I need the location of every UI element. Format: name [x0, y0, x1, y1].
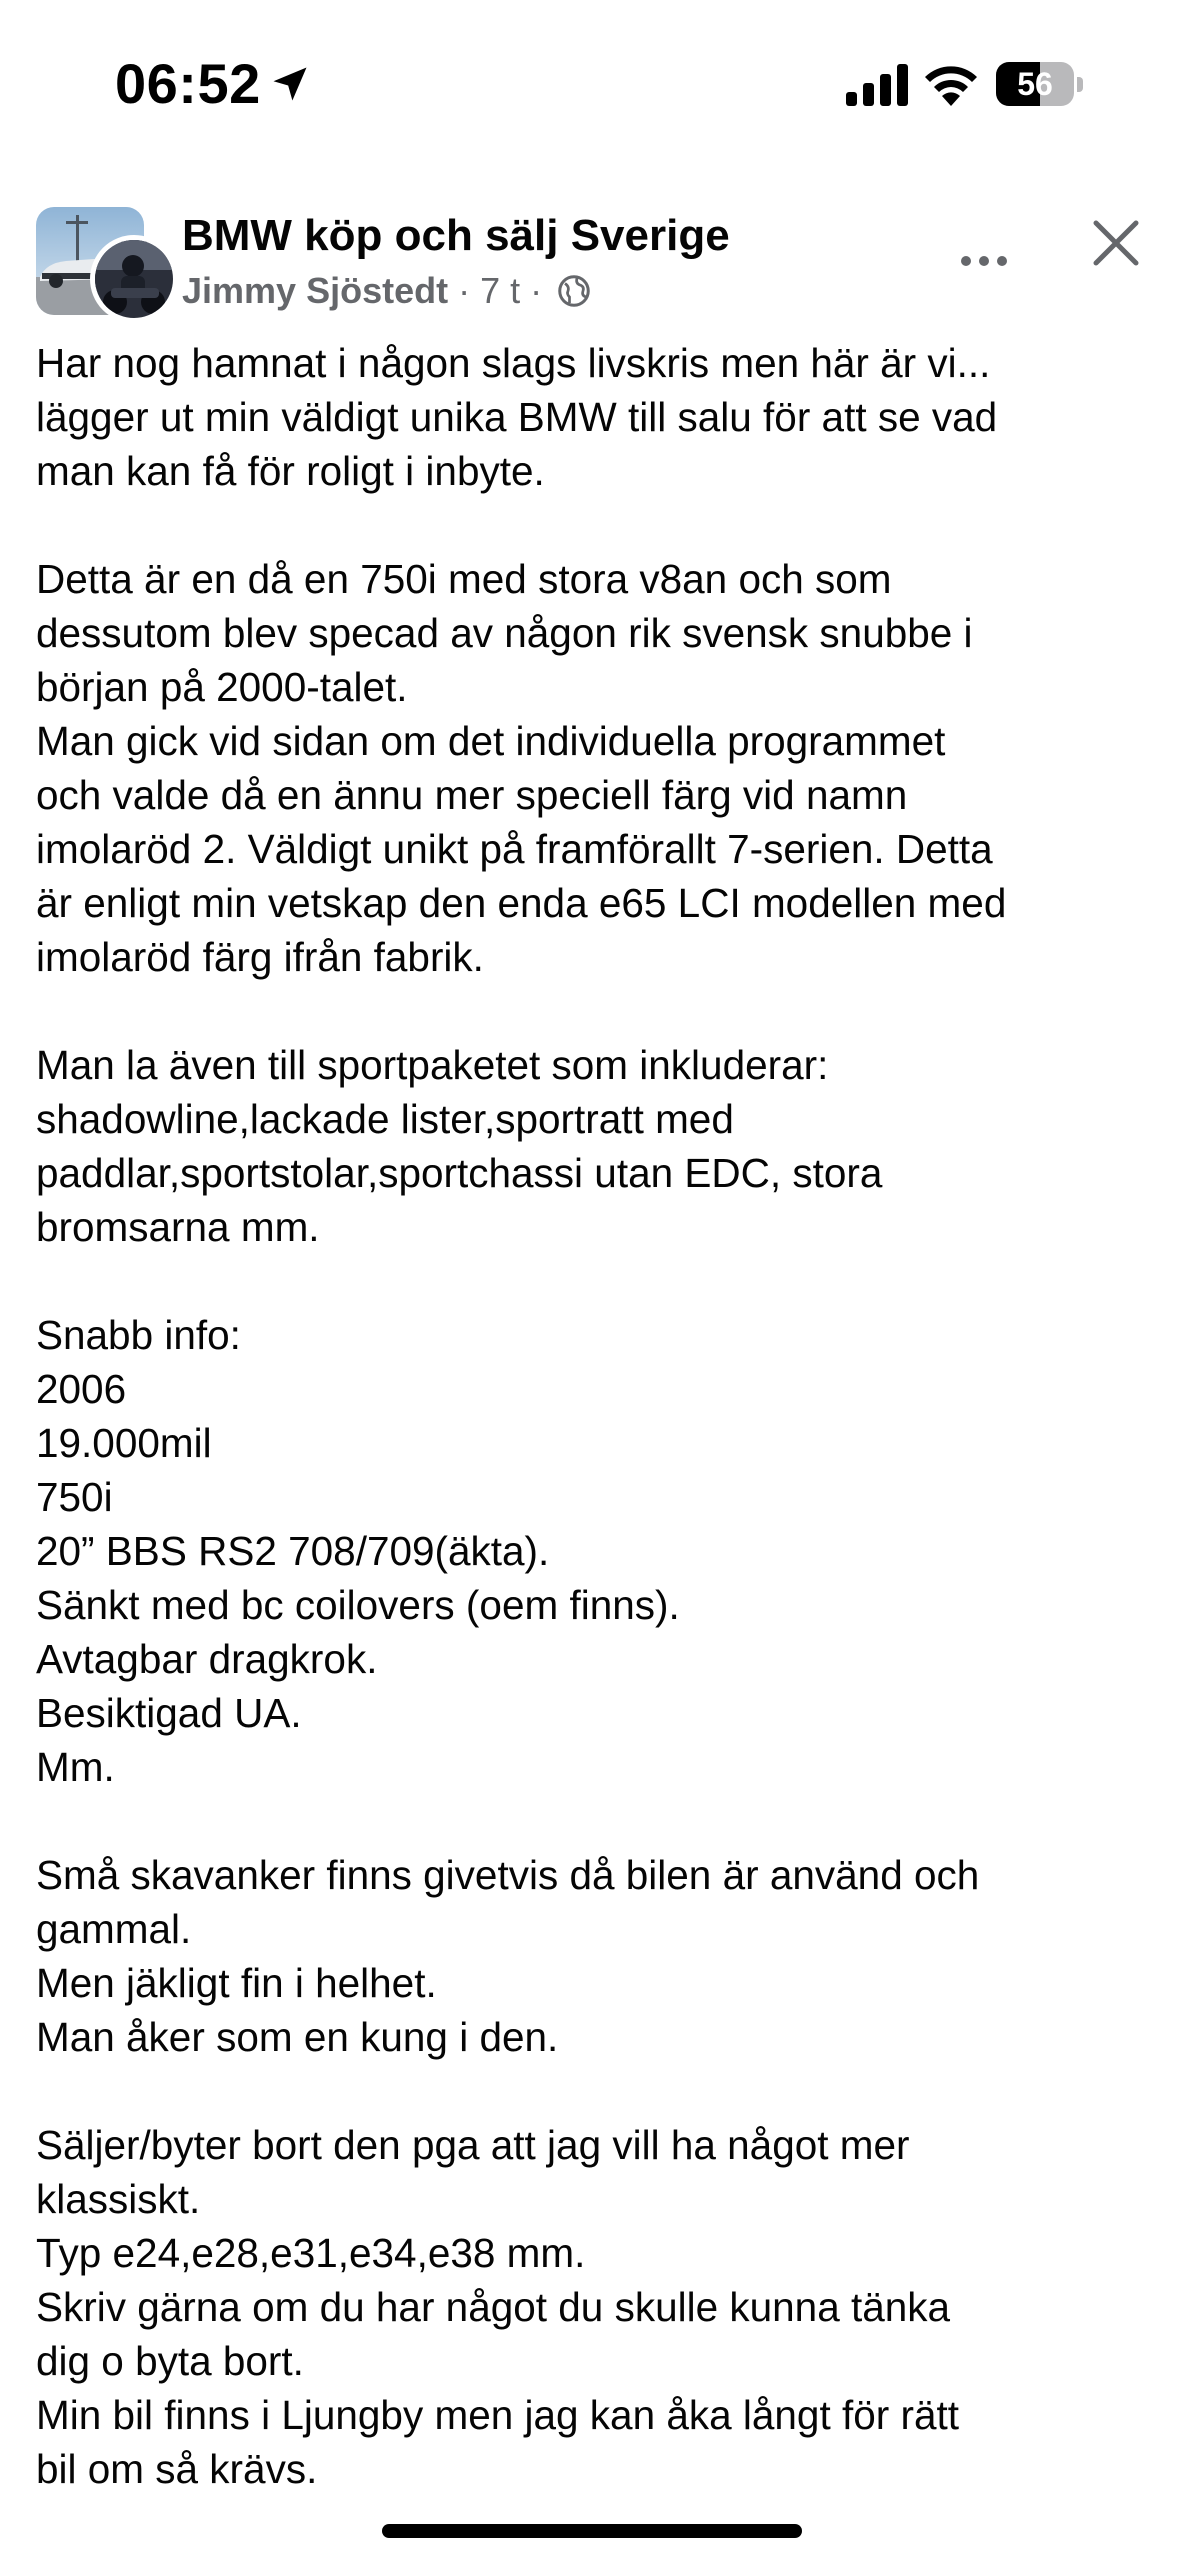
paragraph-break: [36, 984, 1146, 1038]
post-text-line: gammal.: [36, 1906, 192, 1952]
group-name[interactable]: BMW köp och sälj Sverige: [182, 211, 730, 260]
post-text-line: början på 2000-talet.: [36, 664, 408, 710]
post-text-line: bil om så krävs.: [36, 2446, 318, 2492]
paragraph-break: [36, 498, 1146, 552]
post-meta: [182, 269, 592, 313]
status-time: 06:52: [115, 52, 261, 115]
battery-icon: [996, 62, 1084, 108]
post-text-line: imolaröd 2. Väldigt unikt på framförallt 7-serien. Detta: [36, 826, 993, 872]
post-text-line: Man åker som en kung i den.: [36, 2014, 559, 2060]
post-text-line: är enligt min vetskap den enda e65 LCI modellen med: [36, 880, 1007, 926]
more-options-icon[interactable]: [954, 231, 1014, 291]
post-text-line: dessutom blev specad av någon rik svensk snubbe i: [36, 610, 973, 656]
post-text-line: 750i: [36, 1474, 113, 1520]
status-bar: [0, 0, 1179, 170]
post-text-line: Avtagbar dragkrok.: [36, 1636, 378, 1682]
post-text-line: paddlar,sportstolar,sportchassi utan EDC, stora: [36, 1150, 883, 1196]
author-avatar-image: [95, 240, 173, 318]
author-name[interactable]: Jimmy Sjöstedt: [182, 270, 449, 311]
post-header: [0, 195, 1179, 325]
post-text-line: Snabb info:: [36, 1312, 241, 1358]
globe-icon[interactable]: [556, 273, 592, 309]
paragraph-break: [36, 1254, 1146, 1308]
post-text-line: och valde då en ännu mer speciell färg vid namn: [36, 772, 908, 818]
battery-level: 56: [1017, 66, 1053, 102]
post-text-line: Man la även till sportpaketet som inkluderar:: [36, 1042, 829, 1088]
post-text-line: 2006: [36, 1366, 127, 1412]
cellular-signal-icon: [846, 64, 908, 106]
post-text-line: bromsarna mm.: [36, 1204, 320, 1250]
post-text-line: Små skavanker finns givetvis då bilen är använd och: [36, 1852, 980, 1898]
post-text-line: Skriv gärna om du har något du skulle kunna tänka: [36, 2284, 951, 2330]
post-text-line: shadowline,lackade lister,sportratt med: [36, 1096, 734, 1142]
post-text-line: Men jäkligt fin i helhet.: [36, 1960, 437, 2006]
battery-cap: [1077, 77, 1083, 92]
post-text-line: Detta är en då en 750i med stora v8an och som: [36, 556, 892, 602]
close-icon[interactable]: [1086, 213, 1146, 273]
post-text-line: Man gick vid sidan om det individuella programmet: [36, 718, 946, 764]
post-body: [36, 336, 1146, 2496]
meta-separator: ·: [530, 270, 543, 311]
post-text-line: 20” BBS RS2 708/709(äkta).: [36, 1528, 550, 1574]
post-text-line: Har nog hamnat i någon slags livskris men här är vi...: [36, 340, 991, 386]
post-text-line: Besiktigad UA.: [36, 1690, 302, 1736]
post-text-line: Min bil finns i Ljungby men jag kan åka långt för rätt: [36, 2392, 959, 2438]
post-text-line: Mm.: [36, 1744, 115, 1790]
paragraph-break: [36, 1794, 1146, 1848]
post-text-line: lägger ut min väldigt unika BMW till salu för att se vad: [36, 394, 998, 440]
post-text-line: 19.000mil: [36, 1420, 212, 1466]
home-indicator[interactable]: [382, 2524, 802, 2538]
post-text-line: imolaröd färg ifrån fabrik.: [36, 934, 484, 980]
post-text-line: Sänkt med bc coilovers (oem finns).: [36, 1582, 680, 1628]
wifi-icon: [922, 60, 980, 106]
post-text-line: klassiskt.: [36, 2176, 201, 2222]
post-text-line: dig o byta bort.: [36, 2338, 304, 2384]
post-text-line: man kan få för roligt i inbyte.: [36, 448, 545, 494]
post-time[interactable]: 7 t: [480, 270, 521, 311]
post-text-line: Typ e24,e28,e31,e34,e38 mm.: [36, 2230, 586, 2276]
paragraph-break: [36, 2064, 1146, 2118]
post-text-line: Säljer/byter bort den pga att jag vill ha något mer: [36, 2122, 910, 2168]
meta-separator: ·: [458, 270, 471, 311]
author-avatar[interactable]: [90, 235, 178, 323]
battery-body: [996, 62, 1074, 106]
location-arrow-icon: [268, 62, 312, 106]
